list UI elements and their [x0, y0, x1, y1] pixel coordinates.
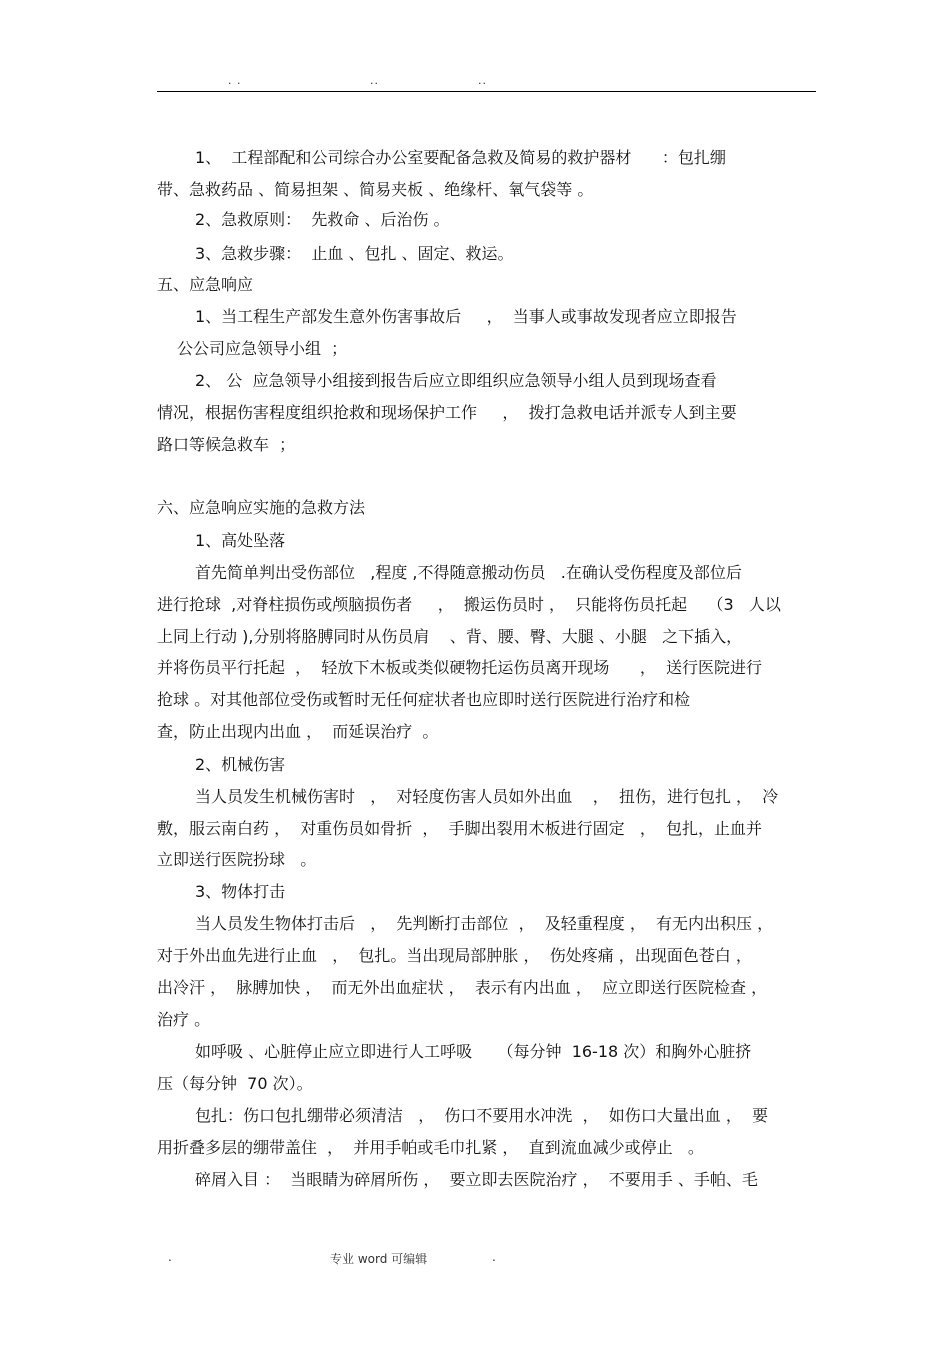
subsection-heading: 3、物体打击 [195, 882, 286, 901]
text-line: 1、 工程部配和公司综合办公室要配备急救及简易的救护器材 ：包扎绷 [195, 148, 726, 167]
text-line: 上同上行动 ),分别将胳膊同时从伤员肩 、背、腰、臀、大腿 、小腿 之下插入， [157, 627, 743, 646]
text-line: 情况，根据伤害程度组织抢救和现场保护工作 ， 拨打急救电话并派专人到主要 [157, 403, 737, 422]
footer-mark: . [492, 1250, 496, 1264]
text-line: 首先简单判出受伤部位 ,程度 ,不得随意搬动伤员 .在确认受伤程度及部位后 [195, 563, 742, 582]
header-mark: . . [228, 74, 242, 87]
text-line: 碎屑入目 ： 当眼睛为碎屑所伤 ， 要立即去医院治疗 ， 不要用手 、手帕、毛 [195, 1170, 758, 1189]
text-line: 查，防止出现内出血 ， 而延误治疗 。 [157, 722, 439, 741]
text-line: 带、急救药品 、简易担架 、简易夹板 、绝缘杆、氧气袋等 。 [157, 180, 594, 199]
text-line: 抢球 。对其他部位受伤或暂时无任何症状者也应即时送行医院进行治疗和检 [157, 690, 691, 709]
subsection-heading: 2、机械伤害 [195, 755, 286, 774]
text-line: 用折叠多层的绷带盖住 ， 并用手帕或毛巾扎紧 ， 直到流血减少或停止 。 [157, 1138, 704, 1157]
text-line: 路口等候急救车 ； [157, 435, 296, 454]
header-divider [157, 91, 816, 92]
text-line: 如呼吸 、心脏停止应立即进行人工呼吸 （每分钟 16-18 次）和胸外心脏挤 [195, 1042, 752, 1061]
text-line: 2、 公 应急领导小组接到报告后应立即组织应急领导小组人员到现场查看 [195, 371, 717, 390]
text-line: 包扎：伤口包扎绷带必须清洁 ， 伤口不要用水冲洗 ， 如伤口大量出血 ， 要 [195, 1106, 769, 1125]
text-line: 进行抢球 ,对脊柱损伤或颅脑损伤者 ， 搬运伤员时 ， 只能将伤员托起 （3 人以 [157, 595, 781, 614]
text-line: 压（每分钟 70 次）。 [157, 1074, 313, 1093]
subsection-heading: 1、高处坠落 [195, 531, 286, 550]
text-line: 当人员发生物体打击后 ， 先判断打击部位 ， 及轻重程度 ， 有无内出积压 ， [195, 914, 774, 933]
section-heading: 五、应急响应 [157, 275, 254, 294]
text-line: 2、急救原则： 先救命 、后治伤 。 [195, 210, 450, 229]
text-line: 出冷汗 ， 脉膊加快 ， 而无外出血症状 ， 表示有内出血 ， 应立即送行医院检查 ， [157, 978, 768, 997]
footer-mark: . [168, 1250, 172, 1264]
text-line: 敷，服云南白药 ， 对重伤员如骨折 ， 手脚出裂用木板进行固定 ， 包扎，止血并 [157, 819, 763, 838]
section-heading: 六、应急响应实施的急救方法 [157, 498, 366, 517]
text-line: 当人员发生机械伤害时 ， 对轻度伤害人员如外出血 ， 扭伤，进行包扎 ， 冷 [195, 787, 779, 806]
header-mark: .. [478, 74, 487, 87]
footer-text: 专业 word 可编辑 [330, 1252, 428, 1266]
text-line: 对于外出血先进行止血 ， 包扎。当出现局部肿胀 ， 伤处疼痛 ，出现面色苍白 ， [157, 946, 752, 965]
text-line: 3、急救步骤： 止血 、包扎 、固定、救运。 [195, 244, 514, 263]
text-line: 立即送行医院扮球 。 [157, 850, 317, 869]
text-line: 治疗 。 [157, 1010, 211, 1029]
header-mark: .. [370, 74, 379, 87]
text-line: 并将伤员平行托起 ， 轻放下木板或类似硬物托运伤员离开现场 ， 送行医院进行 [157, 658, 763, 677]
text-line: 1、当工程生产部发生意外伤害事故后 ， 当事人或事故发现者应立即报告 [195, 307, 737, 326]
text-line: 公公司应急领导小组 ； [177, 339, 348, 358]
